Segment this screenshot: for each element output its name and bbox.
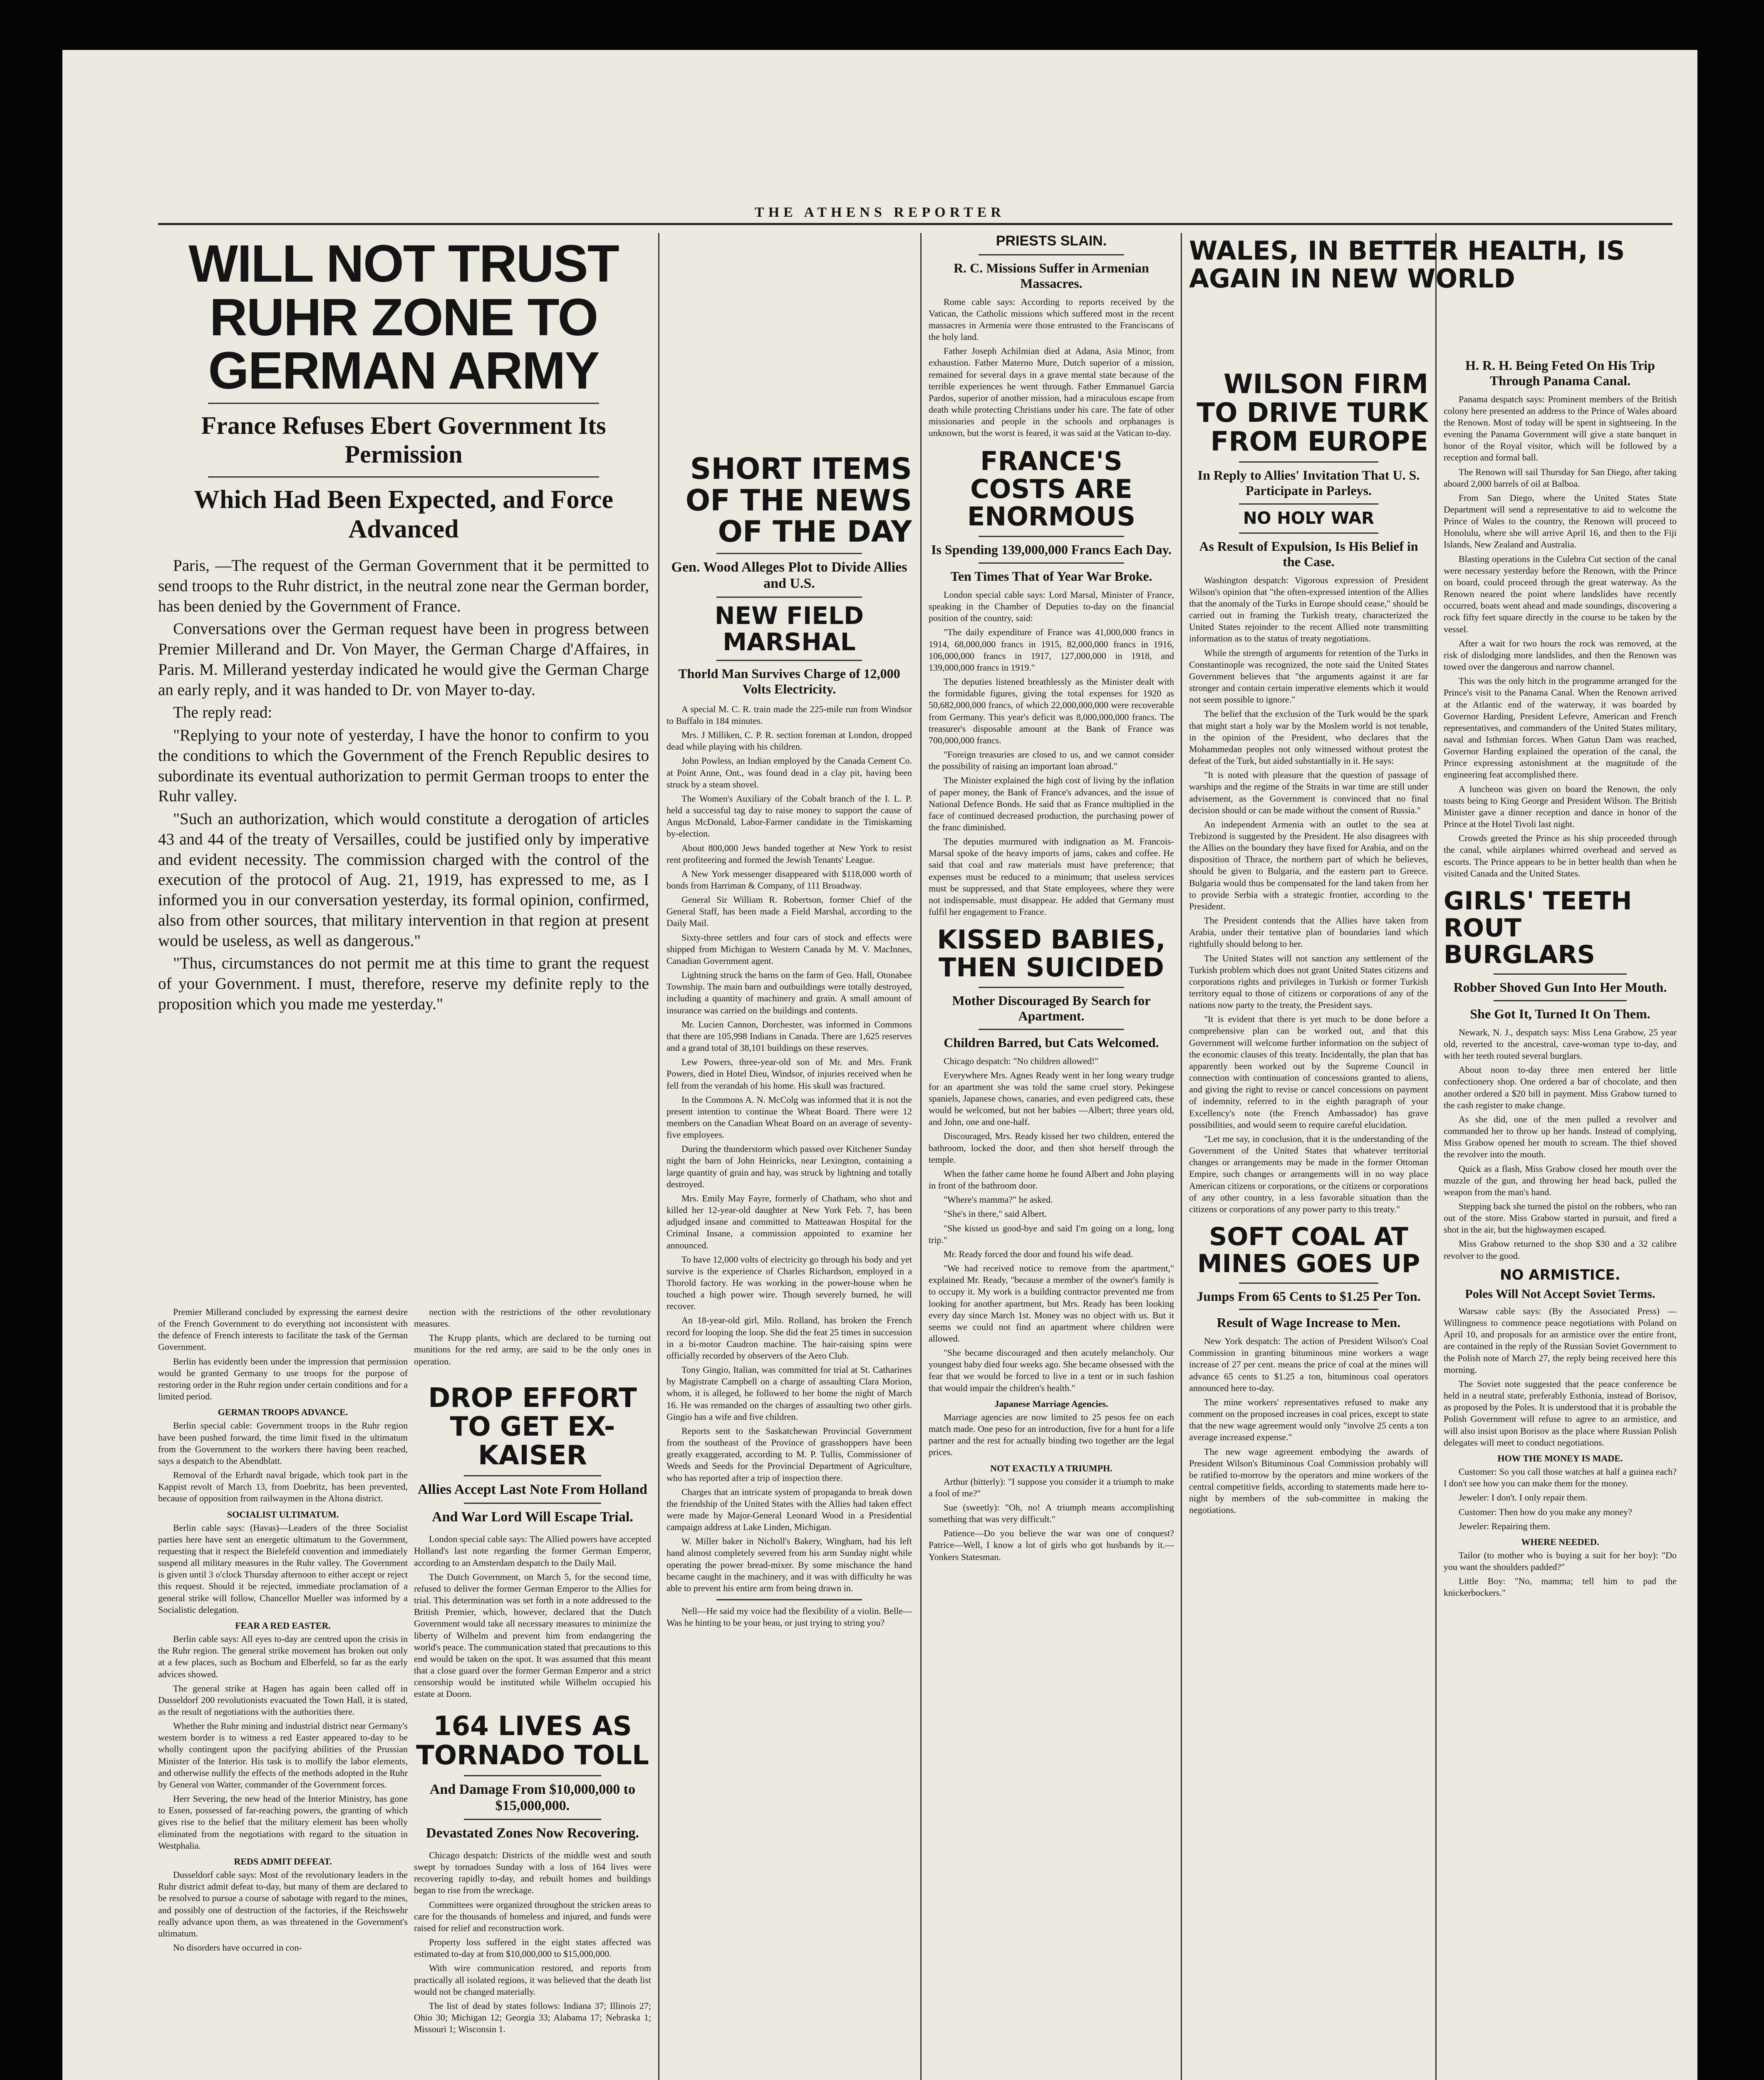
divider: [1239, 1283, 1378, 1284]
paragraph: Jeweler: Repairing them.: [1459, 1520, 1551, 1531]
column-body: [1444, 1305, 1677, 1599]
paragraph: This was the only hitch in the programme arranged for the Prince's visit to the Panama Canal. When the Renown arrived at the Atlantic end of the waterway, it was boarded by Governor Harding, President Lefevre, American and French representatives, and commanders of the United States military, naval and Isthmian forces. When Gatun Dam was reached, Governor Harding explained the operation of the canal, the Prince expressing astonishment at the magnitude of the engineering feat accomplished there.: [1444, 676, 1677, 780]
divider: [979, 254, 1124, 255]
paragraph: Sixty-three settlers and four cars of stock and effects were shipped from Michigan to Western Canada by M. V. MacInnes, Canadian Government agent.: [666, 932, 912, 966]
paragraph: "Where's mamma?" he asked.: [944, 1194, 1053, 1205]
paragraph: nection with the restrictions of the other revolutionary measures.: [414, 1307, 651, 1329]
paragraph: "It is evident that there is yet much to be done before a comprehensive plan can be worked out, and that this Government will welcome further information on the subject of the economic clauses of this treaty. Incidentally, the plan that has apparently been worked out by the Supreme Council in connection with continuation of concessions granted to aliens, and giving the right to revise or cancel concessions on payment of indemnity, referred to in the eighth paragraph of your Excellency's note (the French Ambassador) has grave possibilities, and would seem to require careful elucidation.: [1189, 1014, 1428, 1130]
paragraph: Customer: Then how do you make any money?: [1459, 1506, 1632, 1517]
paragraph: "Replying to your note of yesterday, I have the honor to confirm to you the conditions to which the Government of the French Republic desires to subordinate its eventual authorization to permit German troops to enter the Ruhr valley.: [158, 726, 649, 805]
paragraph: Dusseldorf cable says: Most of the revolutionary leaders in the Ruhr district admit defeat to-day, but many of them are declared to be resolved to pursue a course of sabotage with regard to the mines, and possibly one of destruction of the factories, if the Reichswehr really advance upon them, as was threatened in the Government's ultimatum.: [158, 1870, 408, 1939]
paragraph: Nell—He said my voice had the flexibility of a violin. Belle—Was he hinting to be your beau, or just trying to string you?: [666, 1606, 912, 1628]
column-5: [1189, 366, 1428, 2080]
divider: [464, 1819, 601, 1820]
paragraph: "Let me say, in conclusion, that it is the understanding of the Government of the United States that whatever territorial changes or arrangements may be made in the former Ottoman Empire, such changes or arrangements will in no way place American citizens or corporations, or the citizens or corporations of any other country, in a less favorable situation than the citizens or corporations of any power party to this treaty.": [1189, 1133, 1428, 1214]
headline: FRANCE'S COSTS ARE ENORMOUS: [967, 446, 1136, 532]
divider: [464, 1475, 601, 1476]
divider: [716, 660, 862, 661]
paragraph: Lew Powers, three-year-old son of Mr. and Mrs. Frank Powers, died in Hotel Dieu, Windsor, of injuries received when he fell from the verandah of his home. His skull was fractured.: [666, 1057, 912, 1091]
column-body: [414, 1533, 651, 1700]
paragraph: London special cable says: Lord Marsal, Minister of France, speaking in the Chamber of Deputies to-day on the financial position of the country, said:: [929, 589, 1174, 624]
paragraph: Whether the Ruhr mining and industrial district near Germany's western border is to witness a red Easter appeared to-day to be wholly contingent upon the pacifying abilities of the Prussian Minister of the Interior. His task is to mollify the labor elements, and otherwise nullify the effects of the methods adopted in the Ruhr by General von Watter, commander of the Government forces.: [158, 1721, 408, 1790]
paragraph: The United States will not sanction any settlement of the Turkish problem which does not grant United States citizens and corporations rights and privileges in Turkish or former Turkish territory equal to those of citizens or corporations of any of the nations now party to the treaty, the President says.: [1189, 953, 1428, 1010]
deck: Result of Wage Increase to Men.: [1216, 1315, 1401, 1330]
divider: [716, 597, 862, 598]
paragraph: Arthur (bitterly): "I suppose you consider it a triumph to make a fool of me?": [929, 1476, 1174, 1498]
paragraph: Sue (sweetly): "Oh, no! A triumph means accomplishing something that was very difficult.": [929, 1502, 1174, 1525]
column-body: [666, 703, 912, 1629]
divider: [716, 553, 862, 554]
divider: [716, 1599, 862, 1600]
paragraph: An independent Armenia with an outlet to the sea at Trebizond is suggested by the President. He also disagrees with the Allies on the boundary they have fixed for Arabia, and on the disposition of Thrace, the northern part of which he believes, should be given to Bulgaria, and the eastern part to Greece. Bulgaria would thus be compensated for the land taken from her to provide Serbia with a strategic frontier, according to the President.: [1189, 819, 1428, 911]
paragraph: "It is noted with pleasure that the question of passage of warships and the regime of the Straits in war time are still under advisement, as the Government is convinced that no final decision should or can be made without the consent of Russia.": [1189, 770, 1428, 815]
subhead: REDS ADMIT DEFEAT.: [234, 1856, 332, 1867]
paragraph: W. Miller baker in Nicholl's Bakery, Wingham, had his left hand almost completely severed from his arm Sunday night while operating the power bread-mixer. By some mischance the hand became caught in the machinery, and it was with difficulty he was able to prevent his entire arm from being drawn in.: [666, 1536, 912, 1593]
paragraph: In the Commons A. N. McColg was informed that it is not the present intention to continue the Wheat Board. There were 12 members on the Canadian Wheat Board on an average of seventy-five employees.: [666, 1094, 912, 1140]
paragraph: New York despatch: The action of President Wilson's Coal Commission in granting bituminous mine workers a wage increase of 27 per cent. means the price of coal at the mines will advance 65 cents to $1.25 a ton, bituminous coal operators announced here to-day.: [1189, 1336, 1428, 1393]
headline: DROP EFFORT TO GET EX-KAISER: [428, 1382, 637, 1471]
paragraph: Crowds greeted the Prince as his ship proceeded through the canal, while airplanes whirred overhead and served as escorts. The Prince appears to be in better health than when he visited Canada and the United States.: [1444, 833, 1677, 879]
headline: GIRLS' TEETH ROUT BURGLARS: [1444, 886, 1632, 970]
paragraph: About noon to-day three men entered her little confectionery shop. One ordered a bar of chocolate, and then another ordered a $20 bill in payment. Miss Grabow turned to the cash register to make change.: [1444, 1065, 1677, 1110]
deck: Allies Accept Last Note From Holland: [418, 1482, 647, 1498]
paragraph: Berlin has evidently been under the impression that permission would be granted Germany to use troops for the purpose of restoring order in the Ruhr region under certain conditions and for a limited period.: [158, 1356, 408, 1402]
deck: And Damage From $10,000,000 to $15,000,000.: [429, 1781, 636, 1813]
paragraph: "Such an authorization, which would constitute a derogation of articles 43 and 44 of the treaty of Versailles, could be justified only by imperative and evident necessity. The commission charged with the control of the execution of the protocol of Aug. 21, 1919, has expressed to me, as I informed you in our conversation yesterday, its formal opinion, confirmed, also from other sources, that military intervention in that region at present would be useless, as well as dangerous.": [158, 810, 649, 950]
paragraph: Mrs. J Milliken, C. P. R. section foreman at London, dropped dead while playing with his children.: [666, 730, 912, 752]
column-body: [1189, 574, 1428, 1215]
paragraph: Miss Grabow returned to the shop $30 and a 32 calibre revolver to the good.: [1444, 1238, 1677, 1261]
paragraph: Warsaw cable says: (By the Associated Press) — Willingness to commence peace negotiations with Poland on April 10, and proposals for an armistice over the entire front, are contained in the reply of the Russian Soviet Government to the Polish note of March 27, the reply being received here this morning.: [1444, 1306, 1677, 1375]
paragraph: The Krupp plants, which are declared to be turning out munitions for the red army, are said to be the only ones in operation.: [414, 1332, 651, 1367]
paragraph: During the thunderstorm which passed over Kitchener Sunday night the barn of John Heinricks, near Lexington, containing a large quantity of grain and hay, was struck by lightning and totally destroyed.: [666, 1144, 912, 1189]
paragraph: Stepping back she turned the pistol on the robbers, who ran out of the store. Miss Grabow started in pursuit, and fired a shot in the air, but the highwaymen escaped.: [1444, 1201, 1677, 1235]
paragraph: Washington despatch: Vigorous expression of President Wilson's opinion that "the often-expressed intention of the Allies that the anomaly of the Turks in Europe should cease," should be carried out in framing the Turkish treaty, characterized the United States rejoinder to the recent Allied note transmitting information as to the status of treaty negotiations.: [1189, 574, 1428, 644]
paragraph: The Soviet note suggested that the peace conference be held in a neutral state, preferably Esthonia, instead of Borisov, as proposed by the Poles. It is understood that it is probable the Polish Government will refuse to agree to an armistice, and will also insist upon Borisov as the place where Russian Polish delegates will meet to conduct negotiations.: [1444, 1378, 1677, 1448]
paragraph: About 800,000 Jews banded together at New York to resist rent profiteering and formed the Jewish Tenants' League.: [666, 842, 912, 865]
paragraph: "She's in there," said Albert.: [944, 1208, 1047, 1219]
paragraph: "Thus, circumstances do not permit me at this time to grant the request of your Government. I must, therefore, reserve my definite reply to the proposition which you made me yesterday.": [158, 954, 649, 1013]
column-1-lower: [158, 1306, 408, 2080]
paragraph: The list of dead by states follows: Indiana 37; Illinois 27; Ohio 30; Michigan 12; Georgia 33; Alabama 17; Nebraska 1; Missouri 1; Wisconsin 1.: [414, 2000, 651, 2035]
deck: R. C. Missions Suffer in Armenian Massacres.: [954, 260, 1149, 291]
divider: [979, 987, 1124, 988]
deck: Mother Discouraged By Search for Apartment.: [952, 993, 1151, 1023]
paragraph: London special cable says: The Allied powers have accepted Holland's last note regarding the former German Emperor, according to an Amsterdam despatch to the Daily Mail.: [414, 1534, 651, 1568]
paragraph: Conversations over the German request have been in progress between Premier Millerand and Dr. Von Mayer, the German Charge d'Affaires, in Paris. M. Millerand yesterday indicated he would give the German Charge an early reply, and it was handed to Dr. von Mayer to-day.: [158, 620, 649, 699]
divider: [979, 1029, 1124, 1030]
headline: SHORT ITEMS OF THE NEWS OF THE DAY: [685, 452, 912, 549]
paragraph: Mr. Lucien Cannon, Dorchester, was informed in Commons that there are 105,998 Indians in Canada. There are 1,625 reserves and a grand total of 38,101 buildings on these reserves.: [666, 1019, 912, 1053]
subhead: NOT EXACTLY A TRIUMPH.: [990, 1463, 1112, 1473]
column-4: [929, 233, 1174, 2080]
paragraph: Panama despatch says: Prominent members of the British colony here presented an address to the Prince of Wales aboard the Renown. Most of today will be spent in sightseeing. In the evening the Panama Government will give a state banquet in honor of the Royal visitor, which will be followed by a reception and formal ball.: [1444, 394, 1677, 463]
headline: KISSED BABIES, THEN SUICIDED: [937, 924, 1166, 983]
paragraph: Customer: So you call those watches at half a guinea each? I don't see how you can make them for the money.: [1444, 1466, 1677, 1489]
paragraph: Lightning struck the barns on the farm of Geo. Hall, Otonabee Township. The main barn and outbuildings were totally destroyed, including a quantity of machinery and grain. A small amount of insurance was carried on the buildings and contents.: [666, 970, 912, 1015]
column-2-lower: [414, 1306, 651, 2080]
divider: [979, 536, 1124, 537]
column-body: [929, 589, 1174, 918]
newspaper-page: [62, 50, 1697, 2080]
paragraph: Mrs. Emily May Fayre, formerly of Chatham, who shot and killed her 12-year-old daughter at New York Feb. 7, has been adjudged insane and committed to Matteawan Hospital for the Criminal Insane, a commission appointed to examine her announced.: [666, 1193, 912, 1250]
paragraph: The belief that the exclusion of the Turk would be the spark that might start a holy war by the Moslem world is not tenable, in the opinion of the President, who declares that the Mohammedan peoples not only witnessed without protest the defeat of the Turk, but aided substantially in it. He says:: [1189, 708, 1428, 766]
column-rule-2: [920, 233, 922, 2080]
deck: Poles Will Not Accept Soviet Terms.: [1465, 1287, 1655, 1301]
column-body: [158, 1306, 408, 1954]
paragraph: The Renown will sail Thursday for San Diego, after taking aboard 2,000 barrels of oil at Balboa.: [1444, 466, 1677, 489]
headline: SOFT COAL AT MINES GOES UP: [1197, 1222, 1420, 1278]
deck: Ten Times That of Year War Broke.: [950, 569, 1152, 584]
divider: [1239, 503, 1378, 505]
paragraph: When the father came home he found Albert and John playing in front of the bathroom door.: [929, 1168, 1174, 1191]
paragraph: The Dutch Government, on March 5, for the second time, refused to deliver the former German Emperor to the Allies for trial. This determination was set forth in a note addressed to the British Premier, which, however, declared that the Dutch Government would take all necessary measures to minimize the liberty of Wilhelm and prevent him from endangering the world's peace. The communication stated that precautions to this end would be taken on the spot. It was assumed that this meant that a close guard over the former German Emperor and a strict censorship would be instituted while Wilhelm occupied his estate at Doorn.: [414, 1571, 651, 1699]
paragraph: Tony Gingio, Italian, was committed for trial at St. Catharines by Magistrate Campbell on a charge of assaulting Clara Morion, whom, it is alleged, he followed to her home the night of March 16. He was remanded on the charges of assaulting two other girls. Gingio has a wife and five children.: [666, 1364, 912, 1422]
paragraph: Mr. Ready forced the door and found his wife dead.: [944, 1248, 1133, 1259]
paragraph: The reply read:: [173, 703, 273, 722]
paragraph: The new wage agreement embodying the awards of President Wilson's Bituminous Coal Commission probably will be ratified to-morrow by the operators and mine workers of the central competitive fields, according to statements made here to-night by members of the sub-committee in making the negotiations.: [1189, 1446, 1428, 1515]
paragraph: Jeweler: I don't. I only repair them.: [1459, 1492, 1588, 1503]
masthead: THE ATHENS REPORTER: [755, 205, 1005, 220]
deck: Jumps From 65 Cents to $1.25 Per Ton.: [1197, 1288, 1421, 1304]
column-body: [414, 1850, 651, 2035]
column-rule-3: [1181, 233, 1182, 2080]
paragraph: Berlin special cable: Government troops in the Ruhr region have been pushed forward, the time limit fixed in the ultimatum from the Government to the workers there having been reached, says a despatch to the Abendblatt.: [158, 1420, 408, 1466]
paragraph: Everywhere Mrs. Agnes Ready went in her long weary trudge for an apartment she was told the same cruel story. Pekingese spaniels, Japanese chows, canaries, and even pedigreed cats, these would be welcomed, but not her babies —Albert; three years old, and John, one and one-half.: [929, 1070, 1174, 1127]
paragraph: Committees were organized throughout the stricken areas to care for the thousands of homeless and injured, and funds were raised for relief and reconstruction work.: [414, 1899, 651, 1933]
headline: NEW FIELD MARSHAL: [714, 601, 864, 656]
column-3: [666, 449, 912, 2080]
divider: [208, 476, 599, 478]
column-rule-1: [658, 233, 659, 2080]
paragraph: Tailor (to mother who is buying a suit for her boy): "Do you want the shoulders padded?": [1444, 1550, 1677, 1572]
paragraph: "Foreign treasuries are closed to us, and we cannot consider the possibility of raising an important loan abroad.": [929, 749, 1174, 772]
paragraph: The general strike at Hagen has again been called off in Dusseldorf 200 revolutionists evacuated the Town Hall, it is stated, as the result of negotiations with the authorities there.: [158, 1683, 408, 1717]
divider: [208, 403, 599, 404]
subhead: HOW THE MONEY IS MADE.: [1497, 1453, 1623, 1463]
paragraph: Property loss suffered in the eight states affected was estimated to-day at from $10,000,000 to $15,000,000.: [414, 1937, 651, 1959]
deck: Thorld Man Survives Charge of 12,000 Volts Electricity.: [678, 666, 900, 697]
headline: 164 LIVES AS TORNADO TOLL: [416, 1711, 649, 1771]
divider: [1494, 1000, 1627, 1001]
paragraph: Marriage agencies are now limited to 25 pesos fee on each match made. One peso for an introduction, five for a hunt for a life partner and the rest for actually binding two together are the legal prices.: [929, 1411, 1174, 1458]
column-body: [1444, 1027, 1677, 1262]
paragraph: No disorders have occurred in con-: [173, 1942, 302, 1953]
column-body: [1189, 1335, 1428, 1516]
column-body: [929, 296, 1174, 439]
subhead: SOCIALIST ULTIMATUM.: [227, 1509, 339, 1520]
masthead-rule: [158, 223, 1672, 225]
column-rule-4: [1435, 233, 1437, 2080]
divider: [1239, 1309, 1378, 1310]
paragraph: Reports sent to the Saskatchewan Provincial Government from the southeast of the Province of grasshoppers have been greatly exaggerated, according to M. P. Tullis, Commissioner of Weeds and Seeds for the Provincial Department of Agriculture, who has reported after a trip of inspection there.: [666, 1425, 912, 1483]
column-body: [414, 1306, 651, 1367]
lead-headline: WILL NOT TRUST RUHR ZONE TO GERMAN ARMY: [188, 234, 619, 400]
column-6: [1444, 358, 1677, 2080]
paragraph: A luncheon was given on board the Renown, the only toasts being to King George and President Wilson. The British Minister gave a dinner reception and dance in honor of the Prince at the Hotel Tivoli last night.: [1444, 783, 1677, 830]
paragraph: "She became discouraged and then acutely melancholy. Our youngest baby died four weeks ago. She became obsessed with the fear that we would be forced to live in a tent or in such fashion that would impair the children's health.": [929, 1347, 1174, 1393]
paragraph: The deputies listened breathlessly as the Minister dealt with the formidable figures, giving the total expenses for 1920 as 50,682,000,000 francs, of which 22,000,000,000 were recoverable from Germany. This year's deficit was 8,000,000,000 francs. The treasurer's disposable amount at the Bank of France was 700,000,000 francs.: [929, 676, 1174, 745]
subhead: GERMAN TROOPS ADVANCE.: [218, 1407, 348, 1418]
deck: As Result of Expulsion, Is His Belief in the Case.: [1199, 539, 1418, 569]
paragraph: Berlin cable says: All eyes to-day are centred upon the crisis in the Ruhr region. The general strike movement has broken out only at a few places, such as Bochum and Elberfeld, so far as the early advices showed.: [158, 1634, 408, 1679]
paragraph: The mine workers' representatives refused to make any comment on the proposed increases in coal prices, except to state that the new wage agreement would only "involve 25 cents a ton average increased expense.": [1189, 1397, 1428, 1443]
paragraph: Little Boy: "No, mamma; tell him to pad the knickerbockers.": [1444, 1576, 1677, 1598]
lead-deck-1: France Refuses Ebert Government Its Permission: [201, 411, 606, 468]
paragraph: Father Joseph Achilmian died at Adana, Asia Minor, from exhaustion. Father Materno Mure, Dutch superior of a mission, remained for several days in a grave mental state because of the terrible experiences he went through. Father Emmanuel Garcia Pardos, superior of another mission, had a miraculous escape from death while protecting Christians under his care. The fate of other missionaries and people in the schools and orphanages is unknown, but the worst is feared, it was said at the Vatican to-day.: [929, 346, 1174, 438]
subhead: WHERE NEEDED.: [1521, 1536, 1599, 1547]
deck: Robber Shoved Gun Into Her Mouth.: [1453, 980, 1667, 995]
paragraph: "She kissed us good-bye and said I'm going on a long, long trip.": [929, 1223, 1174, 1245]
paragraph: Rome cable says: According to reports received by the Vatican, the Catholic missions which suffered most in the recent massacres in Armenia were those entrusted to the Franciscans of the holy land.: [929, 296, 1174, 342]
paragraph: Premier Millerand concluded by expressing the earnest desire of the French Government to do everything not inconsistent with the defence of French interests to facilitate the task of the German Government.: [158, 1307, 408, 1352]
paragraph: "We had received notice to remove from the apartment," explained Mr. Ready, "because a member of the owner's family is to occupy it. My work is a building contractor prevented me from looking for another apartment, but Mrs. Ready has been looking every day since March 1st. Money was no object with us. But it seems we could not find an apartment where children were allowed.: [929, 1263, 1174, 1344]
paragraph: Removal of the Erhardt naval brigade, which took part in the Kappist revolt of March 13, from Doebritz, has been prevented, because of opposition from railwaymen in the Altona district.: [158, 1470, 408, 1504]
paragraph: An 18-year-old girl, Milo. Rolland, has broken the French record for looping the loop. She did the feat 25 times in succession in a bi-motor Caudron machine. The hair-raising spins were officially recorded by observers of the Aero Club.: [666, 1315, 912, 1361]
wales-headline-block: [1189, 233, 1677, 354]
paragraph: Blasting operations in the Culebra Cut section of the canal were necessary yesterday before the Renown, with the Prince on board, could proceed through the great waterway. As the Renown neared the point where landslides have recently occurred, boats went ahead and made soundings, discovering a rock fifty feet square directly in the course to be taken by the vessel.: [1444, 553, 1677, 634]
deck: H. R. H. Being Feted On His Trip Through Panama Canal.: [1465, 358, 1655, 388]
lead-body: [158, 556, 649, 1015]
paragraph: After a wait for two hours the rock was removed, at the risk of dislodging more landslides, and then the Renown was towed over the dangerous and narrow channel.: [1444, 638, 1677, 672]
deck: Devastated Zones Now Recovering.: [426, 1825, 639, 1841]
paragraph: Chicago despatch: "No children allowed!": [944, 1055, 1099, 1066]
deck: Is Spending 139,000,000 Francs Each Day.: [931, 542, 1172, 557]
headline: PRIESTS SLAIN.: [996, 233, 1107, 249]
subhead: Japanese Marriage Agencies.: [994, 1398, 1108, 1409]
column-body: [1444, 394, 1677, 879]
paragraph: John Powless, an Indian employed by the Canada Cement Co. at Point Anne, Ont., was found dead in a clay pit, having been struck by a steam shovel.: [666, 755, 912, 790]
lead-deck-2: Which Had Been Expected, and Force Advanced: [193, 485, 614, 543]
paragraph: Quick as a flash, Miss Grabow closed her mouth over the muzzle of the gun, and throwing her head back, pulled the weapon from the man's hand.: [1444, 1163, 1677, 1197]
headline: WALES, IN BETTER HEALTH, IS AGAIN IN NEW WORLD: [1189, 235, 1625, 294]
paragraph: Chicago despatch: Districts of the middle west and south swept by tornadoes Sunday with a loss of 164 lives were recovering rapidly to-day, and rebuilt homes and buildings began to rise from the wreckage.: [414, 1850, 651, 1896]
paragraph: Paris, —The request of the German Government that it be permitted to send troops to the Ruhr district, in the neutral zone near the German border, has been denied by the Government of France.: [158, 557, 649, 615]
divider: [1239, 461, 1378, 463]
paragraph: A New York messenger disappeared with $118,000 worth of bonds from Harriman & Company, of 111 Broadway.: [666, 868, 912, 891]
paragraph: From San Diego, where the United States State Department will send a representative to aid to welcome the Prince of Wales to the country, the Renown will proceed to Honolulu, where she will arrive April 16, and then to the Fiji Islands, New Zealand and Australia.: [1444, 492, 1677, 550]
paragraph: A special M. C. R. train made the 225-mile run from Windsor to Buffalo in 184 minutes.: [666, 703, 912, 726]
paragraph: Patience—Do you believe the war was one of conquest? Patrice—Well, I know a lot of girls who got husbands by it.—Yonkers Statesman.: [929, 1528, 1174, 1562]
paragraph: Newark, N. J., despatch says: Miss Lena Grabow, 25 year old, reverted to the ancestral, cave-woman type to-day, and with her teeth routed several burglars.: [1444, 1027, 1677, 1061]
paragraph: The President contends that the Allies have taken from Arabia, under their tentative plan of boundaries land which rightfully should belong to her.: [1189, 915, 1428, 949]
headline: WILSON FIRM TO DRIVE TURK FROM EUROPE: [1197, 369, 1428, 458]
paragraph: General Sir William R. Robertson, former Chief of the General Staff, has been made a Field Marshal, according to the Daily Mail.: [666, 894, 912, 929]
deck: Children Barred, but Cats Welcomed.: [944, 1035, 1159, 1050]
deck: Gen. Wood Alleges Plot to Divide Allies and U.S.: [671, 559, 907, 591]
paragraph: To have 12,000 volts of electricity go through his body and yet survive is the experience of Charles Richardson, employed in a Thorold factory. He was working in the power-house when he touched a high power wire. Though severely burned, he will recover.: [666, 1254, 912, 1312]
deck: She Got It, Turned It On Them.: [1470, 1006, 1650, 1022]
headline: NO ARMISTICE.: [1500, 1266, 1620, 1283]
divider: [464, 1775, 601, 1776]
deck: In Reply to Allies' Invitation That U. S. Participate in Parleys.: [1197, 468, 1420, 498]
paragraph: The Minister explained the high cost of living by the inflation of paper money, the Bank of France's advances, and the issue of National Defence Bonds. He said that as France multiplied in the face of continued decreased production, the purchasing power of the franc diminished.: [929, 775, 1174, 832]
divider: [1494, 973, 1627, 975]
paragraph: The Women's Auxiliary of the Cobalt branch of the I. L. P. held a successful tag day to raise money to support the cause of Angus McDonald, Labor-Farmer candidate in the Timiskaming by-election.: [666, 793, 912, 839]
paragraph: Herr Severing, the new head of the Interior Ministry, has gone to Essen, possessed of far-reaching powers, the granting of which gives rise to the belief that the military element has been wholly eliminated from the negotiations with regard to the situation in Westphalia.: [158, 1793, 408, 1851]
subheadline: NO HOLY WAR: [1243, 508, 1375, 528]
divider: [1239, 532, 1378, 534]
subhead: FEAR A RED EASTER.: [235, 1620, 331, 1631]
paragraph: As she did, one of the men pulled a revolver and commanded her to throw up her hands. Instead of complying, Miss Grabow opened her mouth to scream. The thief shoved the revolver into the mouth.: [1444, 1114, 1677, 1160]
divider: [464, 1503, 601, 1504]
paragraph: The deputies murmured with indignation as M. Francois-Marsal spoke of the heavy imports of jams, cakes and coffee. He said that coal and raw materials must have preference; that expenses must be reduced to a minimum; that useless services must be suppressed, and that State employees, where they were not indispensable, must disappear. He added that Germany must fulfil her engagement to France.: [929, 836, 1174, 917]
paragraph: "The daily expenditure of France was 41,000,000 francs in 1914, 68,000,000 francs in 1915, 82,000,000 francs in 1916, 106,000,000 francs in 1917, 127,000,000 in 1918, and 139,000,000 francs in 1919.": [929, 627, 1174, 673]
lead-story: [158, 233, 649, 1306]
paragraph: Discouraged, Mrs. Ready kissed her two children, entered the bathroom, locked the door, and then shot herself through the temple.: [929, 1131, 1174, 1165]
paragraph: With wire communication restored, and reports from practically all isolated regions, it was believed that the death list would not be changed materially.: [414, 1963, 651, 1997]
column-body: [929, 1055, 1174, 1563]
paragraph: Charges that an intricate system of propaganda to break down the friendship of the United States with the Allies had taken effect were made by Major-General Leonard Wood in a Presidential campaign address at Lake Linden, Michigan.: [666, 1486, 912, 1533]
deck: And War Lord Will Escape Trial.: [432, 1509, 633, 1525]
paragraph: While the strength of arguments for retention of the Turks in Constantinople was recognized, the note said the United States Government believes that "the arguments against it are far stronger and contain certain imperative elements which it would not seem possible to ignore.": [1189, 647, 1428, 705]
paragraph: Berlin cable says: (Havas)—Leaders of the three Socialist parties here have sent an energetic ultimatum to the Government, requesting that it respect the Bielefeld convention and immediately suspend all military measures in the Ruhr valley. The Government is given until 3 o'clock Thursday afternoon to either accept or reject this request. Should it be rejected, immediate proclamation of a general strike will follow, Chancellor Mueller was informed by a Socialistic delegation.: [158, 1522, 408, 1615]
divider: [979, 562, 1124, 564]
